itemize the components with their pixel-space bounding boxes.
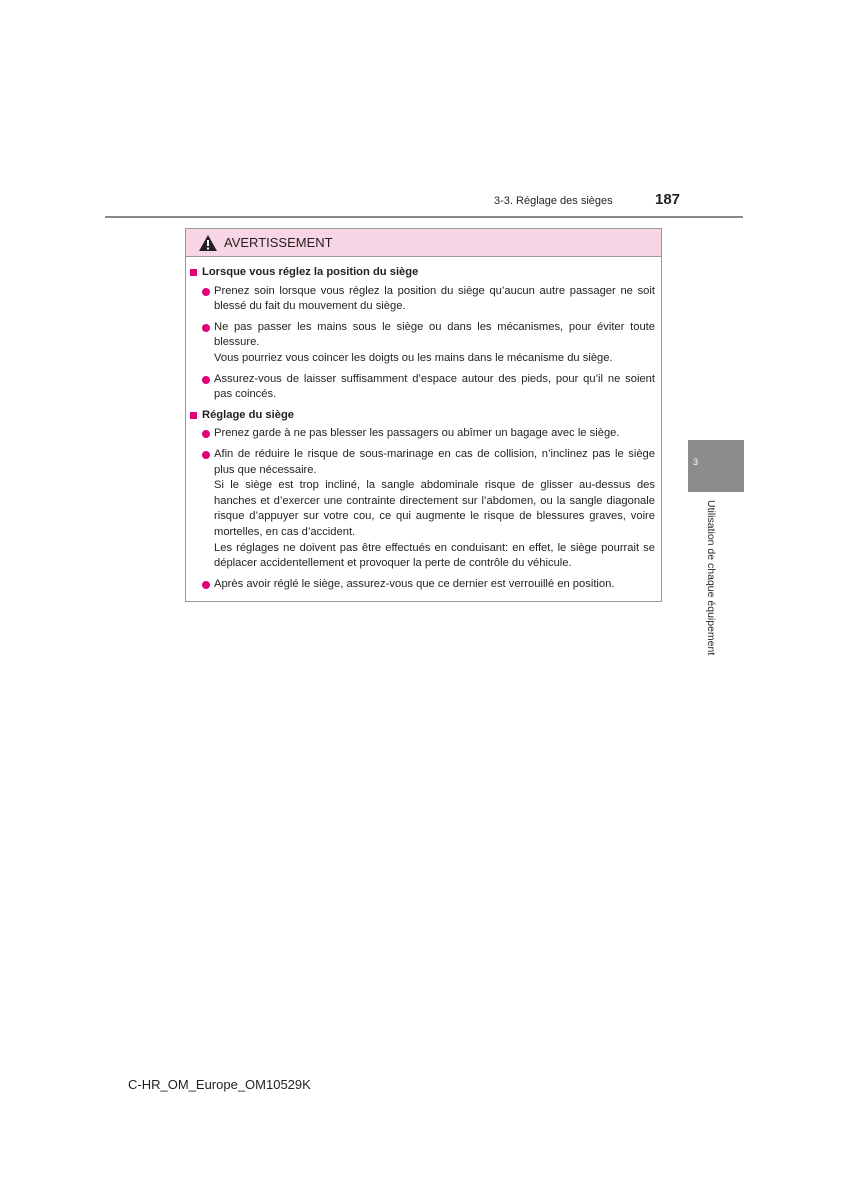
section-title — [190, 408, 655, 424]
circle-bullet-icon — [202, 451, 210, 459]
item-paragraph: Prenez garde à ne pas blesser les passagers ou abîmer un bagage avec le siège. — [214, 427, 620, 440]
item-paragraph: Ne pas passer les mains sous le siège ou dans les mécanismes, pour éviter toute blessure. — [214, 320, 655, 349]
item-paragraph: Les réglages ne doivent pas être effectués en conduisant: en effet, le siège pourrait se déplacer accidentellement et provoquer la perte de contrôle du véhicule. — [214, 541, 655, 570]
warning-box — [185, 228, 662, 602]
item-paragraph: Vous pourriez vous coincer les doigts ou les mains dans le mécanisme du siège. — [214, 351, 613, 364]
item-paragraph: Afin de réduire le risque de sous-marinage en cas de collision, n’inclinez pas le siège plus que nécessaire. — [214, 447, 655, 476]
warning-body — [186, 257, 661, 592]
chapter-number: 3 — [693, 457, 699, 467]
list-item — [190, 447, 655, 572]
warning-triangle-icon — [198, 234, 218, 252]
circle-bullet-icon — [202, 324, 210, 332]
circle-bullet-icon — [202, 581, 210, 589]
footer-code: C-HR_OM_Europe_OM10529K — [128, 1077, 311, 1092]
header-rule — [105, 216, 743, 218]
item-paragraph: Si le siège est trop incliné, la sangle abdominale risque de glisser au-dessus des hanches et d’exercer une contrainte directement sur l’abdomen, ou la sangle diagonale risque d’appuyer sur votre cou, ce qui augmente le risque de blessures graves, voire mortelles, en cas d’accident. — [214, 479, 655, 538]
item-paragraph: Assurez-vous de laisser suffisamment d’espace autour des pieds, pour qu’il ne soient pas coincés. — [214, 372, 655, 401]
item-paragraph: Prenez soin lorsque vous réglez la position du siège qu’aucun autre passager ne soit blessé du fait du mouvement du siège. — [214, 284, 655, 313]
section-title-text: Réglage du siège — [202, 408, 295, 421]
header-section-title: 3-3. Réglage des sièges — [494, 195, 613, 207]
warning-header — [186, 229, 661, 257]
list-item — [190, 426, 655, 442]
circle-bullet-icon — [202, 376, 210, 384]
item-paragraph: Après avoir réglé le siège, assurez-vous que ce dernier est verrouillé en position. — [214, 577, 615, 590]
square-bullet-icon — [190, 269, 197, 276]
circle-bullet-icon — [202, 288, 210, 296]
warning-title: AVERTISSEMENT — [224, 235, 333, 250]
section-title — [190, 265, 655, 281]
chapter-caption: Utilisation de chaque équipement — [705, 500, 717, 656]
chapter-tab — [688, 440, 744, 492]
list-item — [190, 284, 655, 315]
list-item — [190, 372, 655, 403]
list-item — [190, 577, 655, 593]
square-bullet-icon — [190, 412, 197, 419]
list-item — [190, 320, 655, 367]
section-title-text: Lorsque vous réglez la position du siège — [202, 266, 419, 278]
circle-bullet-icon — [202, 430, 210, 438]
page-number: 187 — [655, 191, 681, 208]
